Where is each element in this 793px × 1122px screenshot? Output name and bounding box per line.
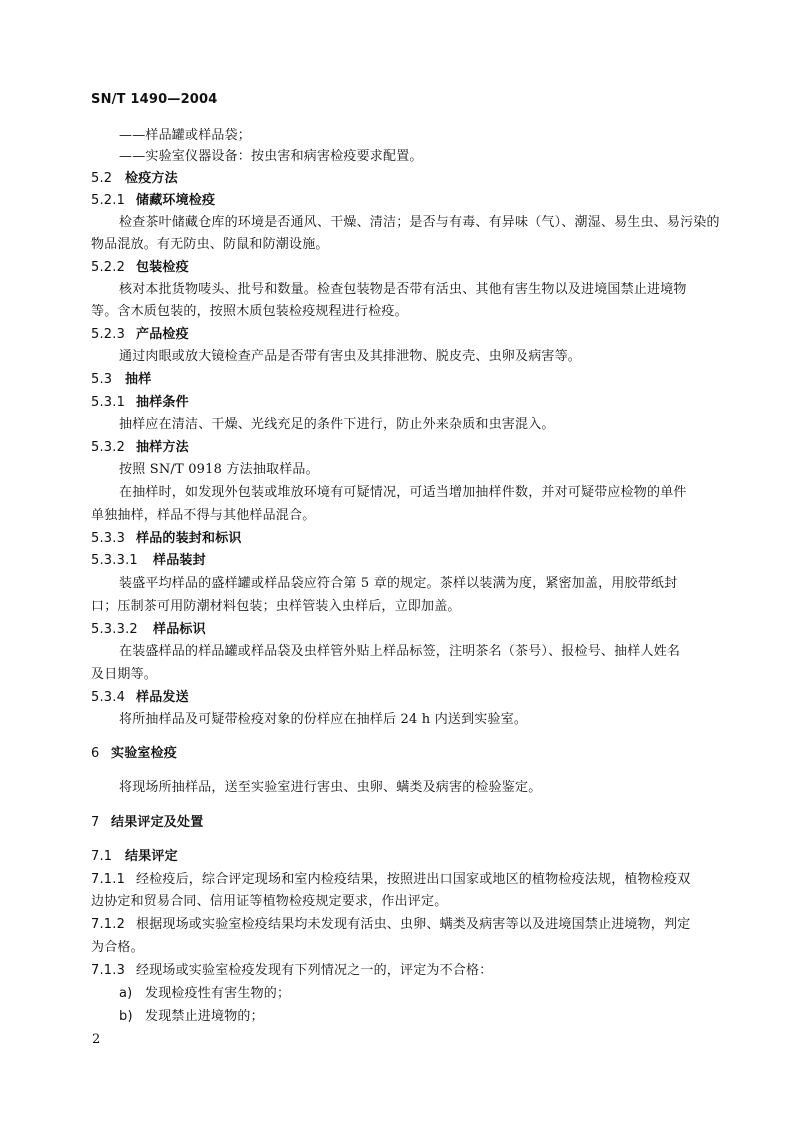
clause-number: 7.1.1 (91, 872, 126, 887)
paragraph-line: 口；压制茶可用防潮材料包装；虫样管装入虫样后，立即加盖。 (91, 599, 461, 614)
section-number: 5.3.3.2 (91, 622, 138, 637)
chapter-number: 7 (91, 815, 100, 830)
section-number: 5.2.3 (91, 327, 126, 342)
clause (91, 872, 690, 888)
section-title: 样品的装封和标识 (136, 531, 242, 546)
paragraph-line: 边协定和贸易合同、信用证等植物检疫规定要求，作出评定。 (91, 894, 448, 909)
section-number: 5.3.1 (91, 395, 126, 410)
clause-text: 经检疫后，综合评定现场和室内检疫结果，按照进出口国家或地区的植物检疫法规，植物检疫双 (136, 872, 691, 887)
chapter-heading (91, 746, 177, 762)
clause-text: 经现场或实验室检疫发现有下列情况之一的，评定为不合格： (136, 963, 493, 978)
chapter-heading (91, 815, 203, 831)
paragraph-line: 在装盛样品的样品罐或样品袋及虫样管外贴上样品标签，注明茶名（茶号）、报检号、抽样人姓名 (119, 644, 681, 659)
paragraph-line: 核对本批货物唛头、批号和数量。检查包装物是否带有活虫、其他有害生物以及进境国禁止进境物 (119, 282, 687, 297)
chapter-number: 6 (91, 746, 100, 761)
section-number: 5.2.2 (91, 260, 126, 275)
section-number: 5.3 (91, 372, 113, 387)
clause (91, 963, 492, 979)
paragraph-line: 将所抽样品及可疑带检疫对象的份样应在抽样后 24 h 内送到实验室。 (119, 712, 528, 727)
chapter-title: 结果评定及处置 (111, 815, 204, 830)
section-heading (91, 193, 215, 209)
section-number: 5.2 (91, 171, 113, 186)
section-number: 5.3.2 (91, 440, 126, 455)
chapter-title: 实验室检疫 (111, 746, 178, 761)
list-item: ——实验室仪器设备：按虫害和病害检疫要求配置。 (119, 149, 423, 164)
paragraph-line: 及日期等。 (91, 667, 158, 682)
paragraph-line: 为合格。 (91, 940, 144, 955)
page-number: 2 (92, 1032, 101, 1047)
section-heading (91, 327, 189, 343)
section-heading (91, 171, 178, 187)
paragraph-line: 通过肉眼或放大镜检查产品是否带有害虫及其排泄物、脱皮壳、虫卵及病害等。 (119, 349, 582, 364)
list-item: ——样品罐或样品袋； (119, 128, 252, 143)
list-marker: a) (119, 986, 133, 1001)
section-title: 抽样 (125, 372, 152, 387)
paragraph-line: 抽样应在清洁、干燥、光线充足的条件下进行，防止外来杂质和虫害混入。 (119, 417, 555, 432)
section-title: 抽样条件 (136, 395, 189, 410)
section-heading (91, 395, 189, 411)
section-title: 样品标识 (153, 622, 206, 637)
section-title: 检疫方法 (125, 171, 178, 186)
section-heading (91, 372, 151, 388)
section-number: 5.2.1 (91, 193, 126, 208)
section-heading (91, 440, 189, 456)
section-number: 7.1 (91, 849, 113, 864)
clause-number: 7.1.3 (91, 963, 126, 978)
list-text: 发现检疫性有害生物的； (145, 986, 291, 1001)
section-title: 结果评定 (125, 849, 178, 864)
clause (91, 917, 690, 933)
section-title: 样品发送 (136, 690, 189, 705)
standard-code: SN/T 1490—2004 (91, 92, 218, 107)
list-marker: b) (119, 1009, 133, 1024)
paragraph-line: 装盛平均样品的盛样罐或样品袋应符合第 5 章的规定。茶样以装满为度，紧密加盖，用胶带纸封 (119, 576, 678, 591)
section-number: 5.3.4 (91, 690, 126, 705)
section-heading (91, 849, 178, 865)
section-title: 储藏环境检疫 (136, 193, 216, 208)
paragraph-line: 在抽样时，如发现外包装或堆放环境有可疑情况，可适当增加抽样件数，并对可疑带应检物的单件 (119, 485, 687, 500)
section-heading (91, 690, 189, 706)
section-title: 包装检疫 (136, 260, 189, 275)
clause-number: 7.1.2 (91, 917, 126, 932)
list-text: 发现禁止进境物的； (145, 1009, 264, 1024)
section-number: 5.3.3 (91, 531, 126, 546)
section-number: 5.3.3.1 (91, 553, 138, 568)
section-heading (91, 531, 242, 547)
section-heading (91, 622, 206, 638)
list-item (119, 986, 290, 1002)
paragraph-line: 检查茶叶储藏仓库的环境是否通风、干燥、清洁；是否与有毒、有异味（气）、潮湿、易生虫、易污染的 (119, 215, 720, 230)
section-title: 样品装封 (153, 553, 206, 568)
paragraph-line: 单独抽样，样品不得与其他样品混合。 (91, 508, 316, 523)
section-title: 抽样方法 (136, 440, 189, 455)
paragraph-line: 物品混放。有无防虫、防鼠和防潮设施。 (91, 237, 329, 252)
list-item (119, 1009, 264, 1025)
section-heading (91, 553, 206, 569)
section-title: 产品检疫 (136, 327, 189, 342)
paragraph-line: 等。含木质包装的，按照木质包装检疫规程进行检疫。 (91, 304, 408, 319)
paragraph-line: 将现场所抽样品，送至实验室进行害虫、虫卵、螨类及病害的检验鉴定。 (119, 780, 542, 795)
section-heading (91, 260, 189, 276)
paragraph-line: 按照 SN/T 0918 方法抽取样品。 (119, 462, 319, 477)
clause-text: 根据现场或实验室检疫结果均未发现有活虫、虫卵、螨类及病害等以及进境国禁止进境物，判定 (136, 917, 691, 932)
